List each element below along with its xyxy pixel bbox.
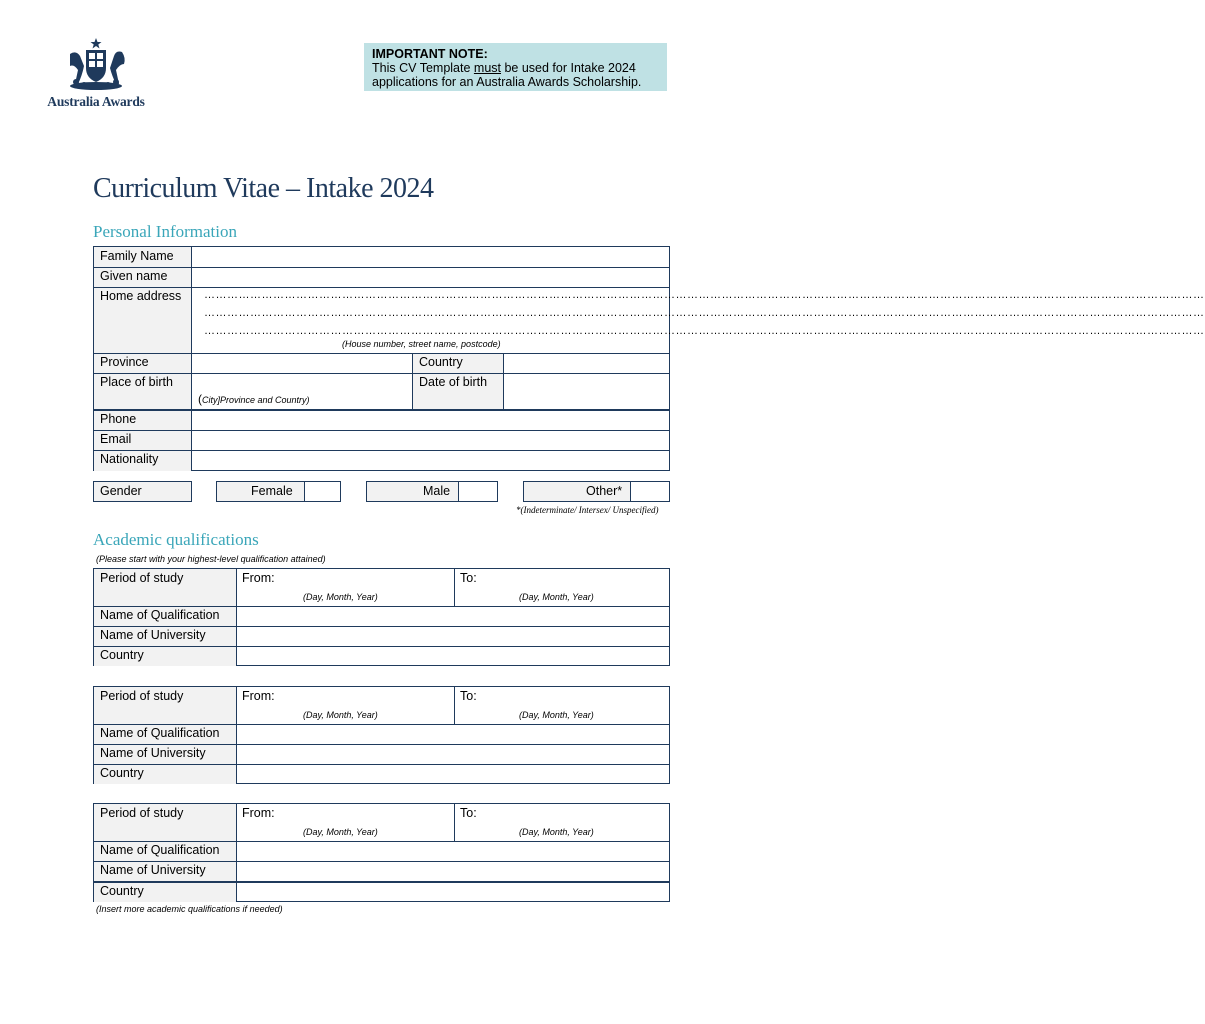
place-of-birth-label: Place of birth [94, 373, 191, 410]
address-line-3: ……………………………………………………………………………………………………………………………………………………………………………………………………………………………………… [204, 325, 1205, 337]
divider [236, 804, 237, 902]
university-label: Name of University [94, 861, 236, 881]
country-label: Country [94, 764, 236, 784]
note-title: IMPORTANT NOTE: [372, 47, 488, 61]
pob-hint: City]Province and Country) [202, 395, 310, 405]
email-field[interactable] [192, 430, 669, 450]
address-line-1: ……………………………………………………………………………………………………………………………………………………………………………………………………………………………………… [204, 289, 1205, 301]
gender-female-option[interactable] [216, 481, 341, 502]
academic-heading: Academic qualifications [93, 530, 259, 549]
male-checkbox[interactable] [458, 481, 498, 502]
university-field[interactable] [237, 744, 669, 764]
to-label: To: [460, 806, 477, 820]
period-of-study-label: Period of study [94, 804, 236, 841]
from-label: From: [242, 806, 275, 820]
gender-label: Gender [93, 481, 192, 502]
country-field[interactable] [237, 646, 669, 666]
address-line-2: ……………………………………………………………………………………………………………………………………………………………………………………………………………………………………… [204, 307, 1205, 319]
province-field[interactable] [192, 353, 412, 373]
family-name-field[interactable] [192, 247, 669, 267]
logo-text: Australia Awards [47, 94, 145, 109]
date-of-birth-label: Date of birth [413, 373, 503, 410]
country-field[interactable] [504, 353, 669, 373]
qualification-field[interactable] [237, 841, 669, 861]
to-date-hint: (Day, Month, Year) [519, 827, 594, 837]
divider [94, 409, 669, 411]
province-label: Province [94, 353, 191, 373]
country-label: Country [94, 882, 236, 902]
given-name-field[interactable] [192, 267, 669, 287]
divider [94, 646, 669, 647]
divider [503, 353, 504, 410]
to-label: To: [460, 689, 477, 703]
divider [412, 353, 413, 410]
to-date-hint: (Day, Month, Year) [519, 710, 594, 720]
divider [94, 861, 669, 862]
divider [94, 841, 669, 842]
academic-outro: (Insert more academic qualifications if needed) [96, 904, 283, 914]
divider [94, 606, 669, 607]
divider [191, 247, 192, 471]
university-field[interactable] [237, 626, 669, 646]
qualification-field[interactable] [237, 606, 669, 626]
university-label: Name of University [94, 744, 236, 764]
qualification-block-2 [93, 686, 670, 784]
qualification-label: Name of Qualification [94, 841, 236, 861]
other-checkbox[interactable] [630, 481, 670, 502]
divider [94, 626, 669, 627]
divider [94, 430, 669, 431]
divider [454, 804, 455, 841]
gender-other-option[interactable] [523, 481, 670, 502]
divider [94, 744, 669, 745]
to-label: To: [460, 571, 477, 585]
note-emphasis: must [473, 61, 501, 75]
period-of-study-label: Period of study [94, 569, 236, 606]
given-name-label: Given name [94, 267, 191, 287]
divider [94, 764, 669, 765]
nationality-field[interactable] [192, 450, 669, 471]
family-name-label: Family Name [94, 247, 191, 267]
coat-of-arms-icon [56, 36, 136, 92]
phone-label: Phone [94, 410, 191, 430]
date-of-birth-field[interactable] [504, 373, 669, 410]
australia-awards-logo [40, 36, 152, 110]
personal-info-heading: Personal Information [93, 222, 237, 241]
qualification-block-1 [93, 568, 670, 666]
female-checkbox[interactable] [304, 481, 341, 502]
country-field[interactable] [237, 882, 669, 902]
university-label: Name of University [94, 626, 236, 646]
qualification-label: Name of Qualification [94, 724, 236, 744]
female-label: Female [251, 484, 293, 498]
from-label: From: [242, 689, 275, 703]
gender-footnote: *(Indeterminate/ Intersex/ Unspecified) [516, 505, 659, 515]
period-of-study-label: Period of study [94, 687, 236, 724]
divider [94, 724, 669, 725]
divider [94, 287, 669, 288]
country-label: Country [94, 646, 236, 666]
divider [94, 881, 669, 883]
divider [454, 687, 455, 724]
email-label: Email [94, 430, 191, 450]
divider [94, 450, 669, 451]
country-label: Country [413, 353, 503, 373]
divider [94, 373, 669, 374]
personal-info-table [93, 246, 1205, 471]
divider [236, 569, 237, 666]
other-label: Other* [586, 484, 623, 498]
page-title: Curriculum Vitae – Intake 2024 [93, 173, 434, 204]
qualification-field[interactable] [237, 724, 669, 744]
phone-field[interactable] [192, 410, 669, 430]
from-date-hint: (Day, Month, Year) [303, 710, 378, 720]
note-line-2: applications for an Australia Awards Scholarship. [372, 75, 642, 89]
country-field[interactable] [237, 764, 669, 784]
address-hint: (House number, street name, postcode) [342, 339, 501, 349]
gender-male-option[interactable] [366, 481, 498, 502]
divider [94, 353, 669, 354]
academic-intro: (Please start with your highest-level qualification attained) [96, 554, 326, 564]
pob-hint-paren: ( [198, 392, 202, 406]
from-date-hint: (Day, Month, Year) [303, 592, 378, 602]
qualification-label: Name of Qualification [94, 606, 236, 626]
divider [236, 687, 237, 784]
from-date-hint: (Day, Month, Year) [303, 827, 378, 837]
from-label: From: [242, 571, 275, 585]
home-address-label: Home address [94, 287, 191, 353]
note-line-1: This CV Template must be used for Intake 2024 [372, 61, 636, 75]
university-field[interactable] [237, 861, 669, 881]
qualification-block-3 [93, 803, 670, 902]
divider [454, 569, 455, 606]
nationality-label: Nationality [94, 450, 191, 471]
important-note [364, 43, 667, 91]
to-date-hint: (Day, Month, Year) [519, 592, 594, 602]
divider [94, 267, 669, 268]
male-label: Male [423, 484, 451, 498]
